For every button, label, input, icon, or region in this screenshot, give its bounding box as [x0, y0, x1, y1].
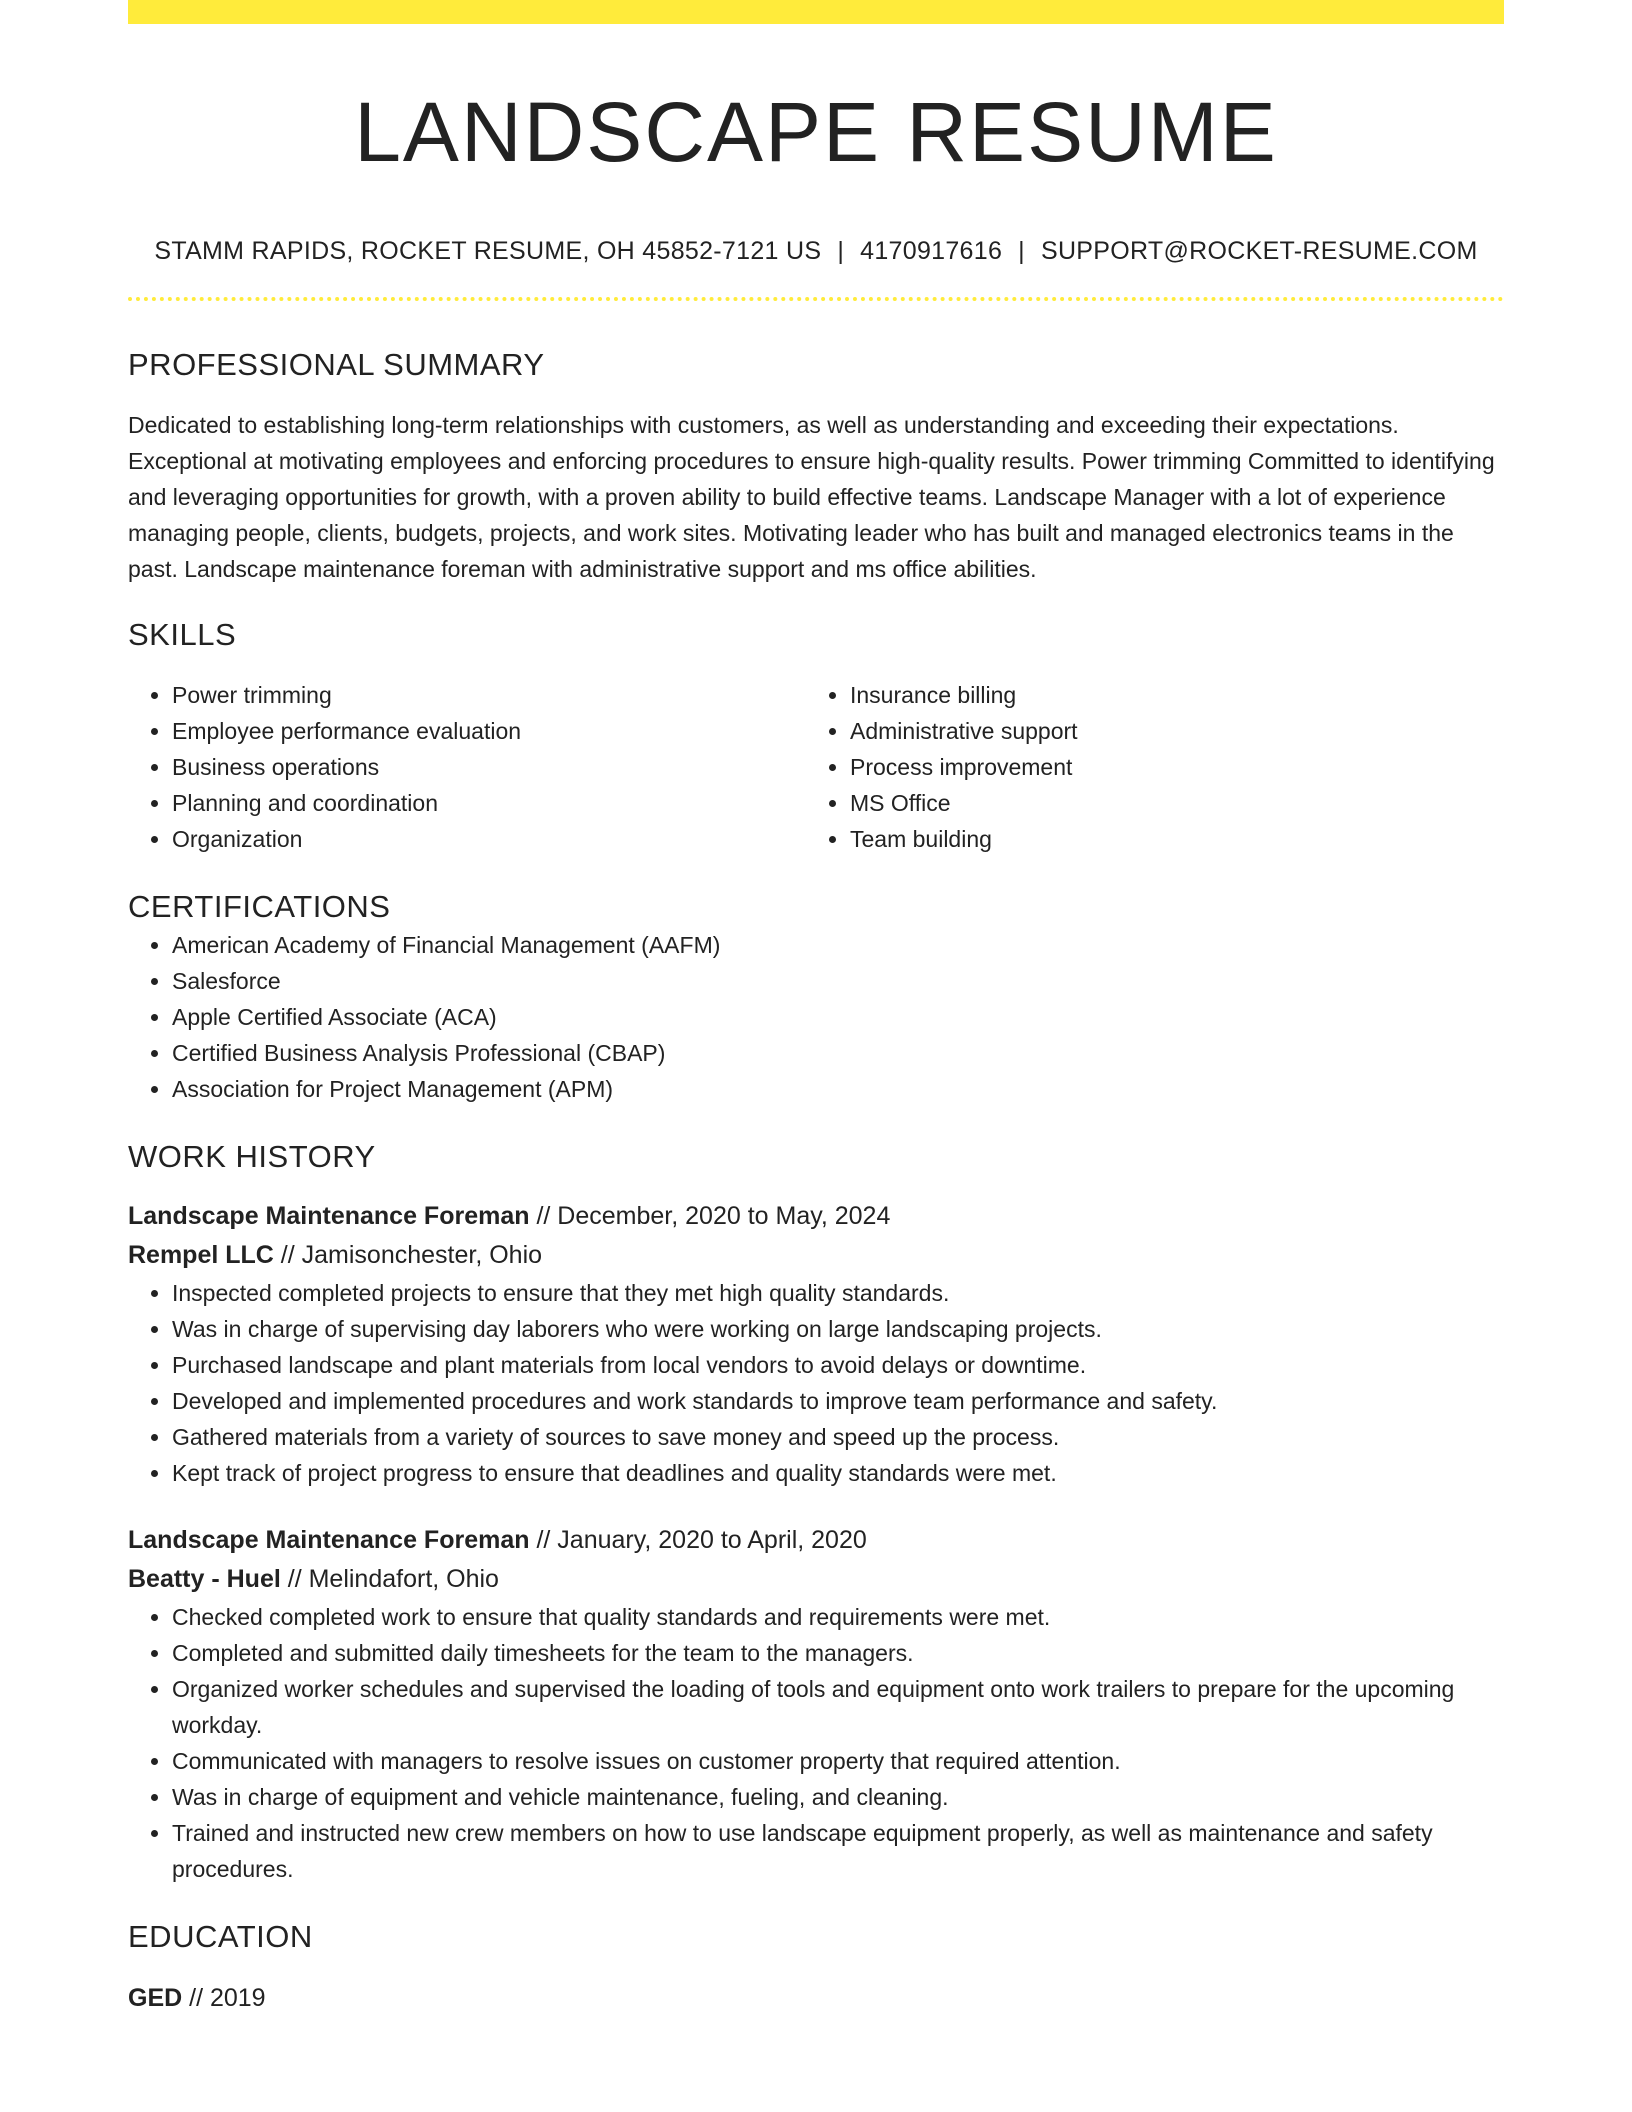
job-bullets: [128, 1599, 1504, 1887]
education-entry: [128, 1979, 1504, 2018]
job-bullet: • Completed and submitted daily timesheets for the team to the managers.: [172, 1635, 1504, 1671]
job-role-line: [128, 1197, 1504, 1236]
skill-item: • MS Office: [850, 785, 1484, 821]
skills-column-left: [128, 677, 806, 857]
skill-item: • Planning and coordination: [172, 785, 806, 821]
job-role: Landscape Maintenance Foreman: [128, 1202, 530, 1230]
job-entry: [128, 1521, 1504, 1887]
contact-separator: |: [837, 237, 845, 265]
certification-item: • Apple Certified Associate (ACA): [172, 999, 1504, 1035]
certifications-list: [128, 927, 1504, 1107]
job-bullet: • Gathered materials from a variety of sources to save money and speed up the process.: [172, 1419, 1504, 1455]
contact-phone: 4170917616: [860, 237, 1003, 265]
job-bullet: • Checked completed work to ensure that quality standards and requirements were met.: [172, 1599, 1504, 1635]
skill-item: • Power trimming: [172, 677, 806, 713]
job-dates: // December, 2020 to May, 2024: [529, 1202, 891, 1230]
job-bullet: • Trained and instructed new crew members on how to use landscape equipment properly, as well as maintenance and safety procedures.: [172, 1815, 1504, 1887]
skill-item: • Insurance billing: [850, 677, 1484, 713]
certifications-heading: CERTIFICATIONS: [128, 889, 391, 924]
skills-grid: [128, 677, 1504, 857]
job-company-line: [128, 1560, 1504, 1599]
certification-item: • Certified Business Analysis Professional (CBAP): [172, 1035, 1504, 1071]
job-bullet: • Organized worker schedules and supervised the loading of tools and equipment onto work trailers to prepare for the upcoming workday.: [172, 1671, 1504, 1743]
skill-item: • Business operations: [172, 749, 806, 785]
job-company: Beatty - Huel: [128, 1565, 281, 1593]
skill-item: • Team building: [850, 821, 1484, 857]
education-heading: EDUCATION: [128, 1919, 313, 1954]
dotted-divider: [128, 297, 1504, 301]
job-bullets: [128, 1275, 1504, 1491]
skill-item: • Employee performance evaluation: [172, 713, 806, 749]
summary-text: Dedicated to establishing long-term relationships with customers, as well as understanding and exceeding their expectations. Exceptional at motivating employees and enforcing procedures to ensure high-quality results. Power trimming Committed to identifying and leveraging opportunities for growth, with a proven ability to build effective teams. Landscape Manager with a lot of experience managing people, clients, budgets, projects, and work sites. Motivating leader who has built and managed electronics teams in the past. Landscape maintenance foreman with administrative support and ms office abilities.: [128, 412, 1495, 582]
job-role: Landscape Maintenance Foreman: [128, 1526, 530, 1554]
job-location: // Melindafort, Ohio: [280, 1565, 499, 1593]
job-bullet: • Purchased landscape and plant materials from local vendors to avoid delays or downtime.: [172, 1347, 1504, 1383]
certification-item: • Salesforce: [172, 963, 1504, 999]
contact-email: SUPPORT@ROCKET-RESUME.COM: [1040, 237, 1478, 265]
job-bullet: • Was in charge of equipment and vehicle maintenance, fueling, and cleaning.: [172, 1779, 1504, 1815]
certification-item: • Association for Project Management (APM): [172, 1071, 1504, 1107]
certification-item: • American Academy of Financial Management (AAFM): [172, 927, 1504, 963]
job-bullet: • Was in charge of supervising day laborers who were working on large landscaping projects.: [172, 1311, 1504, 1347]
skills-heading: SKILLS: [128, 617, 237, 652]
contact-address: STAMM RAPIDS, ROCKET RESUME, OH 45852-7121 US: [154, 237, 822, 265]
accent-top-bar: [128, 0, 1504, 24]
summary-heading: PROFESSIONAL SUMMARY: [128, 347, 545, 382]
education-year: // 2019: [182, 1984, 266, 2012]
job-dates: // January, 2020 to April, 2020: [529, 1526, 867, 1554]
skill-item: • Administrative support: [850, 713, 1484, 749]
job-entry: [128, 1197, 1504, 1491]
job-bullet: • Communicated with managers to resolve issues on customer property that required attention.: [172, 1743, 1504, 1779]
contact-separator: |: [1018, 237, 1025, 265]
job-location: // Jamisonchester, Ohio: [273, 1241, 543, 1269]
job-bullet: • Kept track of project progress to ensure that deadlines and quality standards were met.: [172, 1455, 1504, 1491]
job-role-line: [128, 1521, 1504, 1560]
resume-name: LANDSCAPE RESUME: [354, 85, 1278, 179]
skills-column-right: [806, 677, 1484, 857]
work-history-heading: WORK HISTORY: [128, 1139, 376, 1174]
skill-item: • Process improvement: [850, 749, 1484, 785]
resume-page: [128, 0, 1504, 2018]
job-bullet: • Developed and implemented procedures and work standards to improve team performance and safety.: [172, 1383, 1504, 1419]
job-company: Rempel LLC: [128, 1241, 274, 1269]
job-bullet: • Inspected completed projects to ensure that they met high quality standards.: [172, 1275, 1504, 1311]
job-company-line: [128, 1236, 1504, 1275]
skills-list-right: [806, 677, 1484, 857]
skill-item: • Organization: [172, 821, 806, 857]
skills-list-left: [128, 677, 806, 857]
education-degree: GED: [128, 1984, 183, 2012]
contact-line: [128, 235, 1504, 267]
